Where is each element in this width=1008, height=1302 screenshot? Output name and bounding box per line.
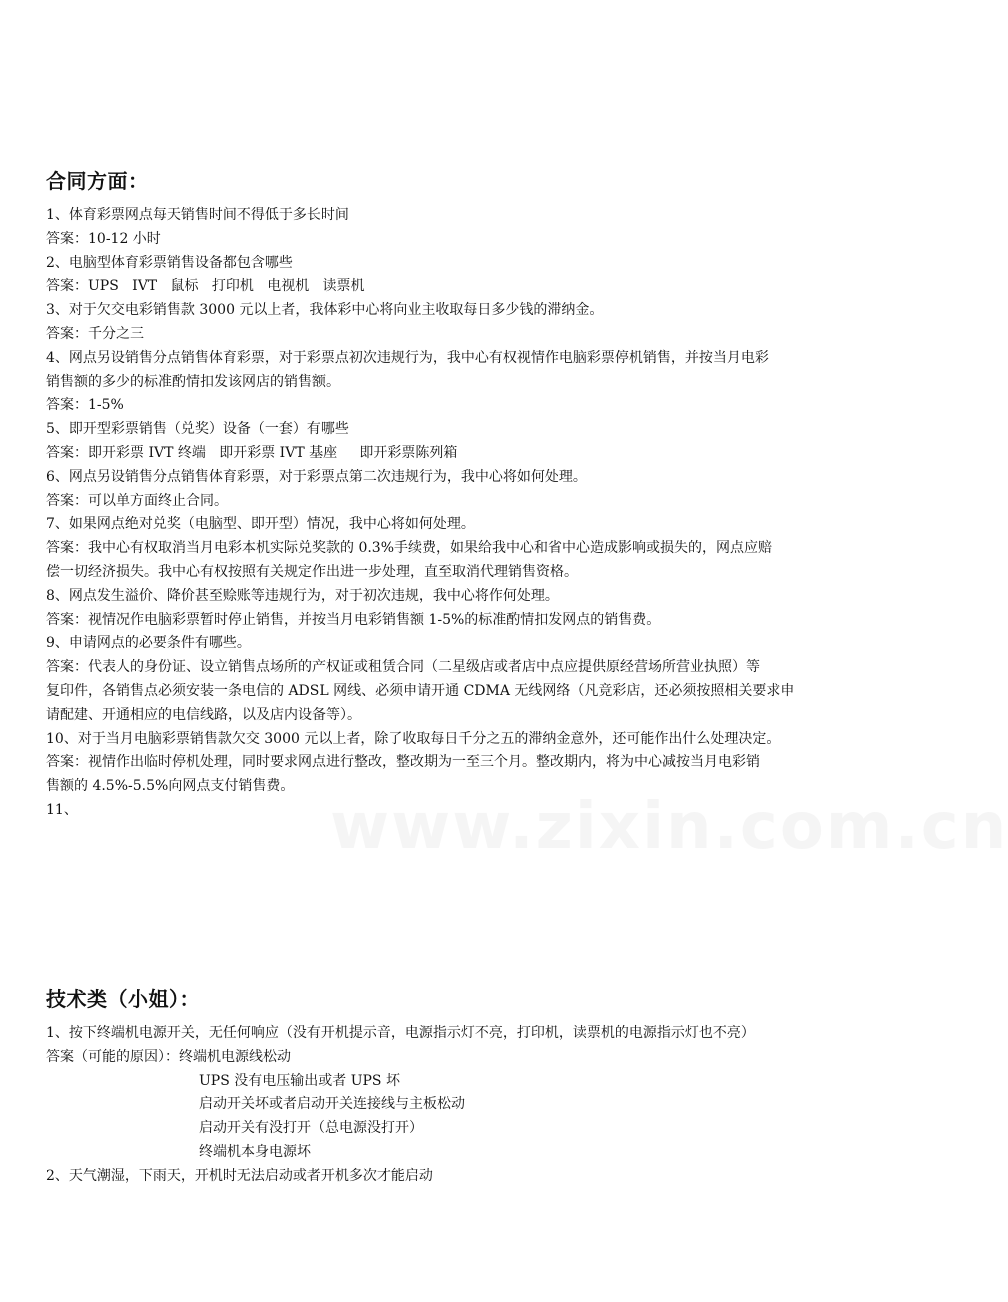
answer-line: 售额的 4.5%-5.5%向网点支付销售费。	[46, 778, 295, 795]
answer-cause-line: 启动开关有没打开（总电源没打开）	[199, 1120, 423, 1137]
answer-cause-line: UPS 没有电压输出或者 UPS 坏	[199, 1072, 400, 1089]
question-line: 2、天气潮湿，下雨天，开机时无法启动或者开机多次才能启动	[46, 1167, 433, 1184]
answer-line: 答案：代表人的身份证、设立销售点场所的产权证或租赁合同（二星级店或者店中点应提供原经营场所营业执照）等	[46, 659, 760, 676]
section-contract	[46, 168, 886, 823]
answer-line: 答案：UPS IVT 鼠标 打印机 电视机 读票机	[46, 278, 365, 295]
answer-line: 复印件，各销售点必须安装一条电信的 ADSL 网线、必须申请开通 CDMA 无线网络（凡竞彩店，还必须按照相关要求申	[46, 682, 795, 699]
question-line: 9、申请网点的必要条件有哪些。	[46, 635, 251, 652]
question-line: 4、网点另设销售分点销售体育彩票，对于彩票点初次违规行为，我中心有权视情作电脑彩票停机销售，并按当月电彩	[46, 349, 769, 366]
answer-line: 答案：视情况作电脑彩票暂时停止销售，并按当月电彩销售额 1-5%的标准酌情扣发网点的销售费。	[46, 611, 661, 628]
answer-line: 偿一切经济损失。我中心有权按照有关规定作出进一步处理，直至取消代理销售资格。	[46, 563, 578, 580]
question-line: 10、对于当月电脑彩票销售款欠交 3000 元以上者，除了收取每日千分之五的滞纳金意外，还可能作出什么处理决定。	[46, 730, 781, 747]
answer-line: 答案：即开彩票 IVT 终端 即开彩票 IVT 基座 即开彩票陈列箱	[46, 444, 458, 461]
answer-line: 答案：可以单方面终止合同。	[46, 492, 228, 509]
answer-line: 答案：视情作出临时停机处理，同时要求网点进行整改，整改期为一至三个月。整改期内，将为中心减按当月电彩销	[46, 754, 760, 771]
question-line: 6、网点另设销售分点销售体育彩票，对于彩票点第二次违规行为，我中心将如何处理。	[46, 468, 587, 485]
section-heading: 技术类（小姐）：	[46, 987, 200, 1011]
answer-cause-line: 终端机本身电源坏	[199, 1143, 311, 1160]
section-technical	[46, 986, 886, 1189]
question-line: 5、即开型彩票销售（兑奖）设备（一套）有哪些	[46, 421, 349, 438]
question-line: 销售额的多少的标准酌情扣发该网店的销售额。	[46, 373, 340, 390]
answer-cause-line: 启动开关坏或者启动开关连接线与主板松动	[199, 1096, 465, 1113]
question-line: 11、	[46, 801, 78, 818]
question-line: 3、对于欠交电彩销售款 3000 元以上者，我体彩中心将向业主收取每日多少钱的滞纳金。	[46, 302, 604, 319]
question-line: 1、按下终端机电源开关，无任何响应（没有开机提示音，电源指示灯不亮，打印机，读票机的电源指示灯也不亮）	[46, 1025, 755, 1041]
question-line: 1、体育彩票网点每天销售时间不得低于多长时间	[46, 207, 349, 223]
question-line: 8、网点发生溢价、降价甚至赊账等违规行为，对于初次违规，我中心将作何处理。	[46, 587, 559, 604]
answer-line: 答案：千分之三	[46, 325, 144, 342]
question-line: 7、如果网点绝对兑奖（电脑型、即开型）情况，我中心将如何处理。	[46, 516, 475, 533]
answer-line: 答案（可能的原因）：终端机电源线松动	[46, 1048, 291, 1065]
answer-line: 答案：1-5%	[46, 397, 124, 414]
watermark: www.zixin.com.cn	[330, 790, 1008, 864]
answer-line: 答案：我中心有权取消当月电彩本机实际兑奖款的 0.3%手续费，如果给我中心和省中心造成影响或损失的，网点应赔	[46, 540, 773, 557]
answer-line: 答案：10-12 小时	[46, 230, 161, 247]
section-heading: 合同方面：	[46, 169, 149, 193]
answer-line: 请配建、开通相应的电信线路，以及店内设备等）。	[46, 706, 361, 723]
question-line: 2、电脑型体育彩票销售设备都包含哪些	[46, 254, 293, 271]
